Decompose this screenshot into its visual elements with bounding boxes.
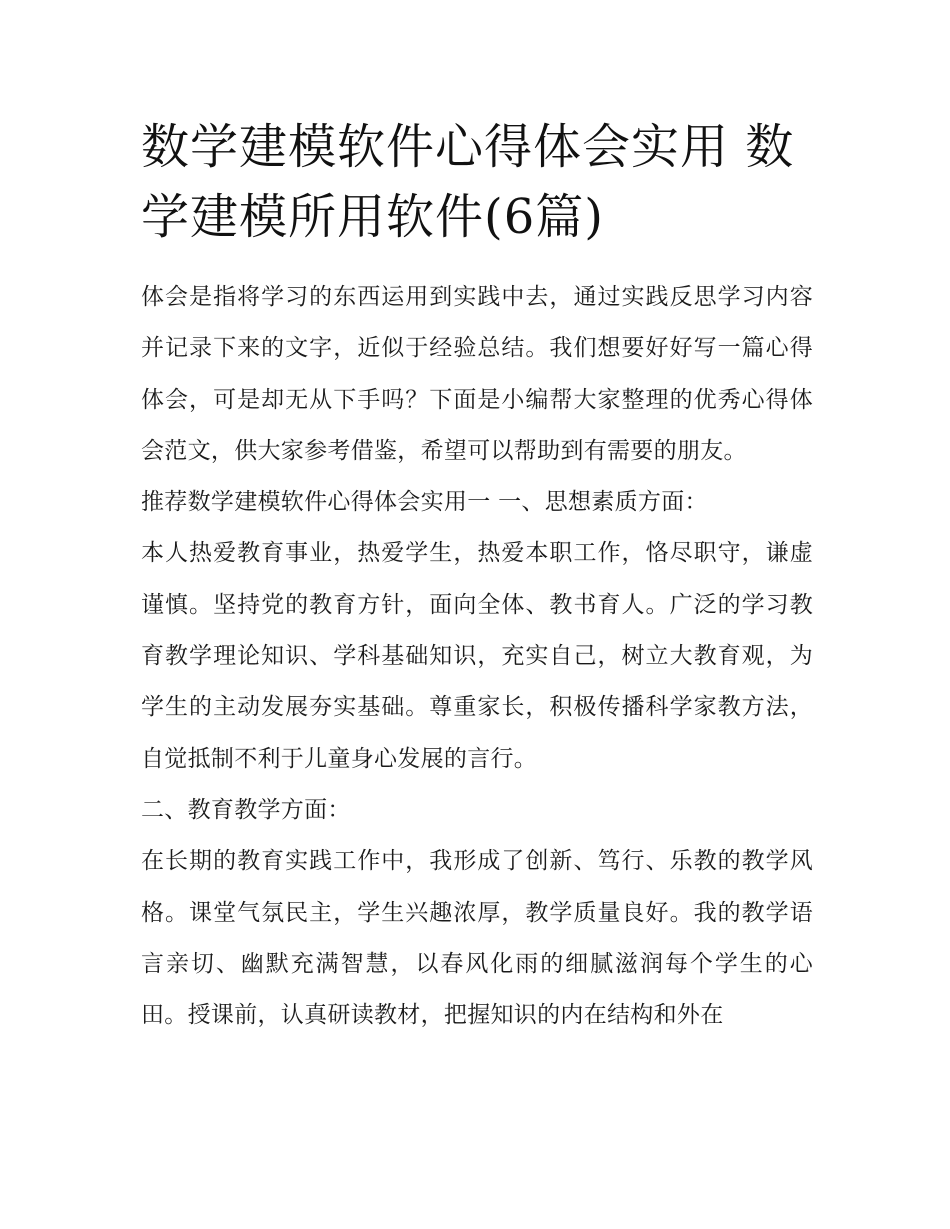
paragraph-section-heading-2: 二、教育教学方面： [141,796,351,823]
paragraph-teaching: 在长期的教育实践工作中，我形成了创新、笃行、乐教的教学风格。课堂气氛民主，学生兴趣浓厚，教学质量良好。我的教学语言亲切、幽默充满智慧，以春风化雨的细腻滋润每个学生的心田。授课前，认真研读教材，把握知识的内在结构和外在 [141,848,813,1029]
paragraph-ideology: 本人热爱教育事业，热爱学生，热爱本职工作，恪尽职守，谦虚谨慎。坚持党的教育方针，面向全体、教书育人。广泛的学习教育教学理论知识、学科基础知识，充实自己，树立大教育观，为学生的主动发展夯实基础。尊重家长，积极传播科学家教方法，自觉抵制不利于儿童身心发展的言行。 [141,540,813,772]
document-title: 数学建模软件心得体会实用 数学建模所用软件(6篇) [141,119,795,245]
paragraph-section-heading-1: 推荐数学建模软件心得体会实用一 一、思想素质方面： [141,489,708,516]
paragraph-intro: 体会是指将学习的东西运用到实践中去，通过实践反思学习内容并记录下来的文字，近似于经验总结。我们想要好好写一篇心得体会，可是却无从下手吗？下面是小编帮大家整理的优秀心得体会范文，供大家参考借鉴，希望可以帮助到有需要的朋友。 [141,284,813,464]
document-page [141,112,813,1041]
